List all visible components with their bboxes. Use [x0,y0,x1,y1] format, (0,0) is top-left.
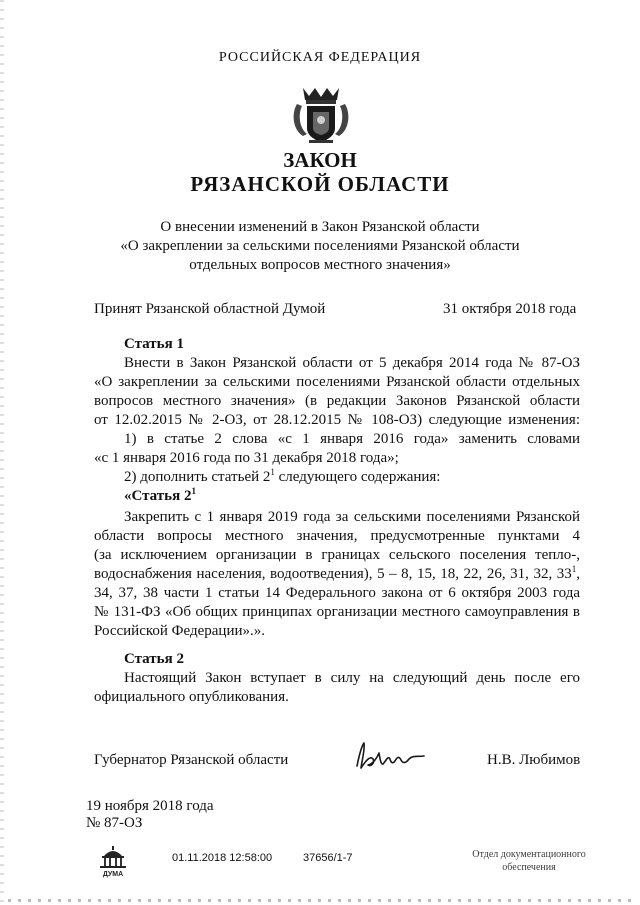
article-2 [94,650,580,707]
paragraph-line: (за исключением организации в границах сельского поселения тепло-, [94,547,580,563]
governor-name: Н.В. Любимов [487,752,581,768]
article-2-heading: Статья 2 [124,651,184,667]
superscript: 1 [191,486,196,496]
footer-doc-number: 37656/1-7 [303,852,353,864]
paragraph-line: Российской Федерации».». [94,623,266,639]
paragraph-line: 34, 37, 38 части 1 статьи 14 Федерального закона от 6 октября 2003 года [94,585,580,601]
text-fragment: следующего содержания: [274,469,441,485]
stamp-line: обеспечения [502,862,556,873]
coat-of-arms-icon [289,84,353,146]
registration-number: № 87-ОЗ [86,815,143,831]
adopted-by: Принят Рязанской областной Думой [94,301,326,317]
governor-position: Губернатор Рязанской области [94,752,289,768]
department-stamp [456,848,602,874]
superscript: 1 [571,564,577,574]
subject-line: «О закреплении за сельскими поселениями Рязанской области [120,238,520,254]
law-title: ЗАКОН [283,148,357,172]
text-fragment: 2) дополнить статьей 2 [124,469,271,485]
superscript: 1 [270,467,275,477]
emblem-text: ДУМА [102,871,124,878]
article-2-1 [94,508,580,641]
paragraph-line: 1) в статье 2 слова «с 1 января 2016 года» заменить словами [124,431,580,447]
article-1-heading: Статья 1 [124,336,184,352]
subject-line: О внесении изменений в Закон Рязанской области [160,219,480,235]
law-subject [0,218,640,275]
subject-line: отдельных вопросов местного значения» [189,257,451,273]
adoption-date: 31 октября 2018 года [443,301,577,317]
registration-date: 19 ноября 2018 года [86,798,214,814]
signature-image [352,740,432,774]
text-fragment: «Статья 2 [124,488,192,504]
paragraph-line: Настоящий Закон вступает в силу на следующий день после его [124,670,580,686]
amendment-item-2 [94,468,580,487]
paragraph-line: Закрепить с 1 января 2019 года за сельскими поселениями Рязанской [124,509,580,525]
region-title: РЯЗАНСКОЙ ОБЛАСТИ [190,172,450,196]
scan-bottom-edge [8,899,638,902]
stamp-line: Отдел документационного [472,849,586,860]
paragraph-line: «О закреплении за сельскими поселениями Рязанской области отдельных [94,374,580,390]
paragraph-line: области вопросы местного значения, предусмотренные пунктами 4 [94,528,580,544]
footer-timestamp: 01.11.2018 12:58:00 [172,852,273,864]
text-fragment: водоснабжения населения, водоотведения), 5 – 8, 15, 18, 22, 26, 31, 32, 33 [94,566,572,582]
paragraph-line: № 131-ФЗ «Об общих принципах организации местного самоуправления в [94,604,580,620]
paragraph-line: официального опубликования. [94,689,289,705]
paragraph-line: «с 1 января 2016 года по 31 декабря 2018 года»; [94,450,399,466]
duma-building-icon [96,846,130,878]
federation-header: РОССИЙСКАЯ ФЕДЕРАЦИЯ [218,50,422,65]
paragraph-line [94,565,580,584]
scan-edge [0,0,4,905]
new-article-heading [94,487,580,506]
article-1 [94,335,580,506]
paragraph-line: от 12.02.2015 № 2-ОЗ, от 28.12.2015 № 108-ОЗ) следующие изменения: [94,412,580,428]
paragraph-line: Внести в Закон Рязанской области от 5 декабря 2014 года № 87-ОЗ [124,355,580,371]
text-fragment: , [576,566,580,582]
paragraph-line: вопросов местного значения» (в редакции Законов Рязанской области [94,393,580,409]
